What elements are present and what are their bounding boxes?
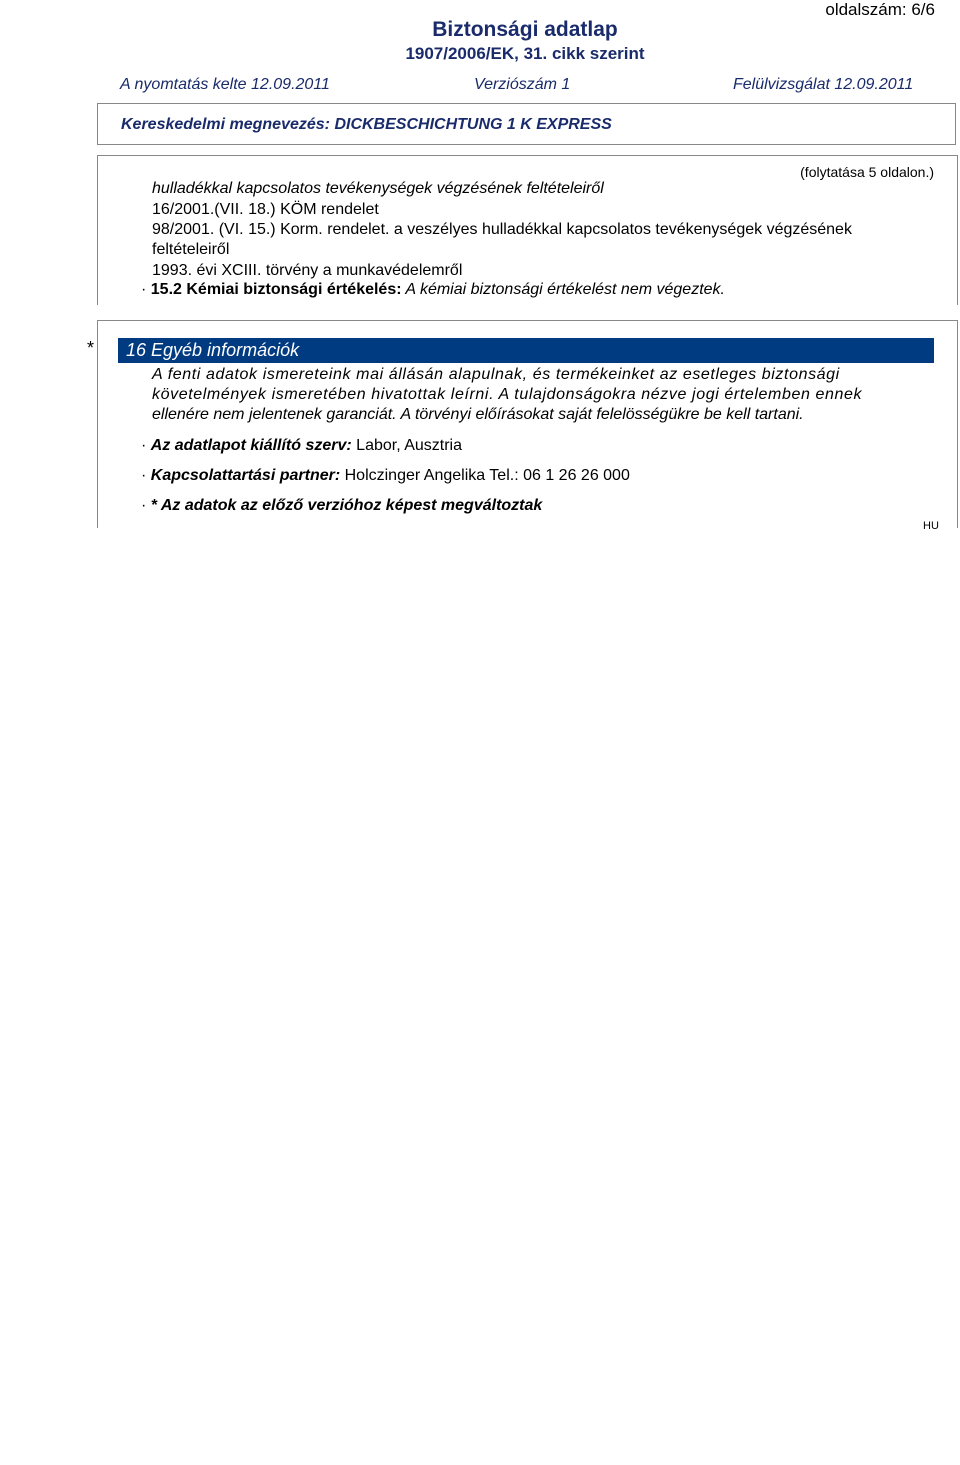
- disclaimer-line-1: A fenti adatok ismereteink mai állásán alapulnak, és termékeinket az esetleges biztonsági: [152, 366, 840, 383]
- continued-note: (folytatása 5 oldalon.): [800, 164, 934, 180]
- bullet: ·: [141, 467, 147, 484]
- chemical-safety-item: [141, 281, 725, 299]
- bullet: ·: [141, 497, 147, 514]
- info-item: [141, 497, 542, 515]
- regulation-line-1: hulladékkal kapcsolatos tevékenységek végzésének feltételeiről: [152, 180, 604, 197]
- document-title: Biztonsági adatlap: [432, 18, 618, 41]
- item-label: * Az adatok az előző verzióhoz képest megváltoztak: [150, 497, 543, 514]
- changed-marker: *: [87, 338, 95, 358]
- info-item: [141, 437, 462, 455]
- item-value: Labor, Ausztria: [351, 437, 463, 454]
- item-label: Kapcsolattartási partner:: [150, 467, 341, 484]
- review-date: Felülvizsgálat 12.09.2011: [733, 76, 914, 93]
- disclaimer-line-2: követelmények ismeretében hivatottak leírni. A tulajdonságokra nézve jogi értelemben ennek: [152, 386, 863, 403]
- trade-name: Kereskedelmi megnevezés: DICKBESCHICHTUNG 1 K EXPRESS: [121, 116, 612, 133]
- print-date: A nyomtatás kelte 12.09.2011: [120, 76, 330, 93]
- regulation-line-4: feltételeiről: [152, 241, 230, 258]
- item-value: Holczinger Angelika Tel.: 06 1 26 26 000: [340, 467, 630, 484]
- regulation-line-2: 16/2001.(VII. 18.) KÖM rendelet: [152, 201, 379, 218]
- item-label: Az adatlapot kiállító szerv:: [150, 437, 352, 454]
- version-number: Verziószám 1: [474, 76, 571, 93]
- regulation-line-3: 98/2001. (VI. 15.) Korm. rendelet. a veszélyes hulladékkal kapcsolatos tevékenységek végzésének: [152, 221, 852, 238]
- disclaimer-line-3: ellenére nem jelentenek garanciát. A törvényi előírásokat saját felelösségükre be kell tartani.: [152, 406, 804, 423]
- language-code: HU: [923, 520, 939, 532]
- info-item: [141, 467, 630, 485]
- document-subtitle: 1907/2006/EK, 31. cikk szerint: [405, 44, 645, 63]
- disclaimer-paragraph: [152, 365, 935, 425]
- page-number: oldalszám: 6/6: [825, 0, 935, 19]
- regulation-line-5: 1993. évi XCIII. törvény a munkavédelemről: [152, 262, 463, 279]
- bullet: ·: [141, 281, 147, 298]
- bullet: ·: [141, 437, 147, 454]
- item-value: A kémiai biztonsági értékelést nem végeztek.: [401, 281, 725, 298]
- section16-heading: 16 Egyéb információk: [118, 338, 934, 363]
- item-label: 15.2 Kémiai biztonsági értékelés:: [150, 281, 402, 298]
